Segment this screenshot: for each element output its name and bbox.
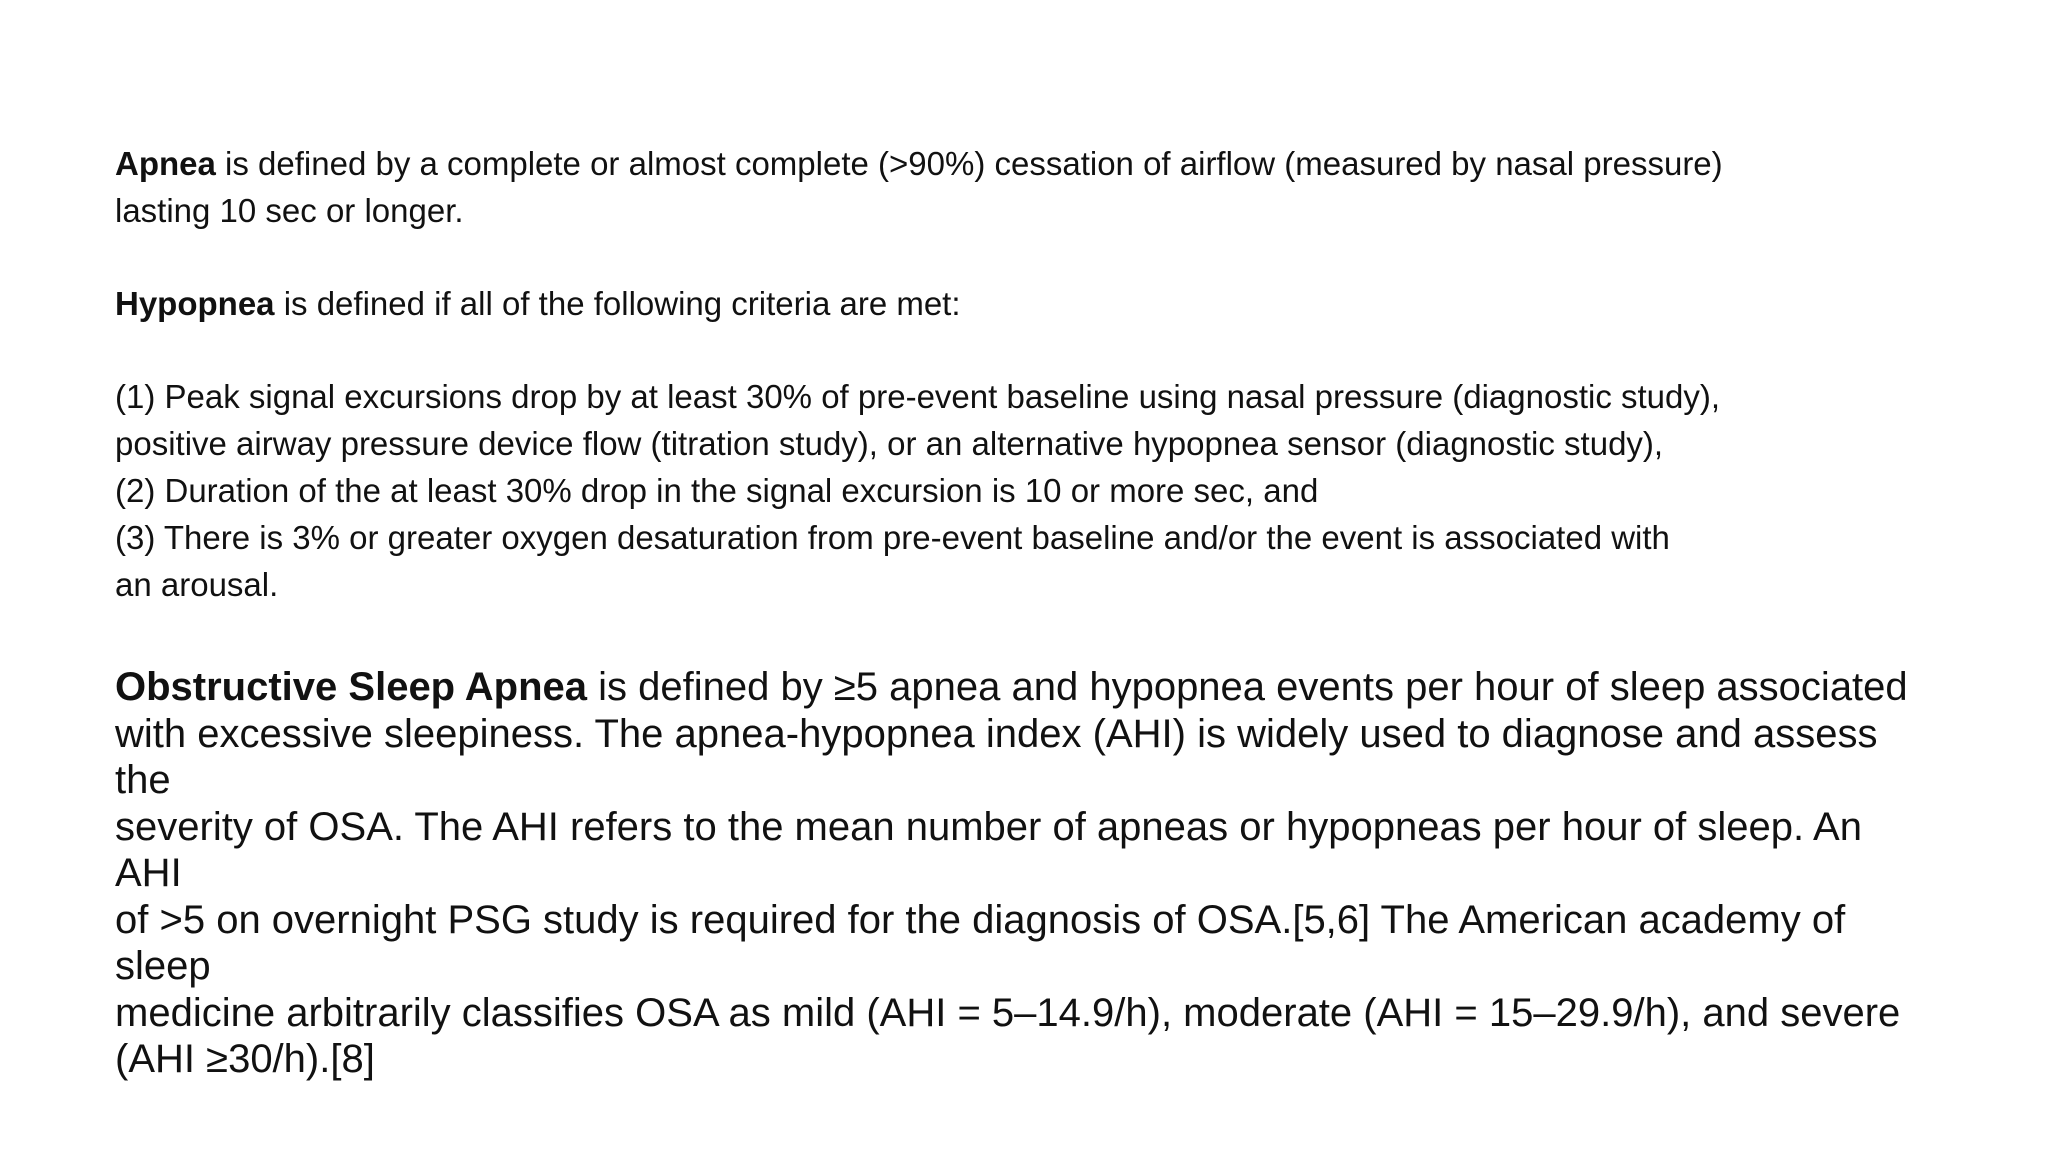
hypopnea-definition — [115, 280, 1935, 327]
spacer — [115, 234, 1935, 280]
criterion-1-line-2: positive airway pressure device flow (titration study), or an alternative hypopnea sensor (diagnostic study), — [115, 425, 1664, 462]
criterion-2: (2) Duration of the at least 30% drop in the signal excursion is 10 or more sec, and — [115, 472, 1319, 509]
slide-content — [115, 140, 1935, 1083]
apnea-term: Apnea — [115, 145, 216, 182]
apnea-text-1: is defined by a complete or almost complete (>90%) cessation of airflow (measured by nasal pressure) — [215, 145, 1723, 182]
criterion-1-line-1: (1) Peak signal excursions drop by at least 30% of pre-event baseline using nasal pressure (diagnostic study), — [115, 378, 1721, 415]
hypopnea-intro-text: is defined if all of the following criteria are met: — [274, 285, 961, 322]
osa-definition — [115, 664, 1935, 1083]
osa-line-4: of >5 on overnight PSG study is required for the diagnosis of OSA.[5,6] The American academy of sleep — [115, 897, 1846, 988]
osa-text-1: is defined by ≥5 apnea and hypopnea events per hour of sleep associated — [587, 665, 1908, 709]
criterion-3-line-1: (3) There is 3% or greater oxygen desaturation from pre-event baseline and/or the event is associated with — [115, 519, 1670, 556]
hypopnea-criteria — [115, 373, 1935, 608]
osa-line-1 — [115, 664, 1935, 711]
hypopnea-intro-line — [115, 280, 1935, 327]
apnea-line-1 — [115, 140, 1935, 187]
apnea-line-2: lasting 10 sec or longer. — [115, 192, 464, 229]
spacer — [115, 608, 1935, 664]
osa-line-2: with excessive sleepiness. The apnea-hypopnea index (AHI) is widely used to diagnose and assess the — [115, 711, 1878, 802]
osa-line-6: (AHI ≥30/h).[8] — [115, 1037, 375, 1081]
criterion-3-line-2: an arousal. — [115, 566, 279, 603]
hypopnea-term: Hypopnea — [115, 285, 275, 322]
osa-line-5: medicine arbitrarily classifies OSA as mild (AHI = 5–14.9/h), moderate (AHI = 15–29.9/h), and severe — [115, 990, 1901, 1035]
osa-term: Obstructive Sleep Apnea — [115, 665, 587, 709]
osa-line-3: severity of OSA. The AHI refers to the mean number of apneas or hypopneas per hour of sleep. An AHI — [115, 804, 1862, 895]
apnea-definition — [115, 140, 1935, 234]
spacer — [115, 327, 1935, 373]
